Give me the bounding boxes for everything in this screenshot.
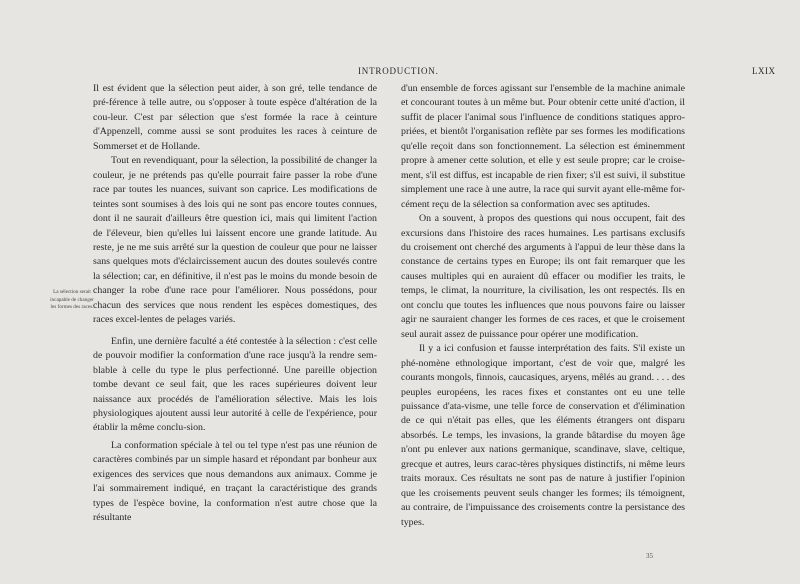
paragraph: Enfin, une dernière faculté a été contestée à la sélection : c'est celle de pouvoir modifier la conformation d'une race jusqu'à la rendre sem-blable à celle du type le plus perfectionné. Une pareille objection tombe devant ce seul fait, que les races supérieures doivent leur naissance aux procédés de l'amélioration sélective. Mais les lois physiologiques ajoutent aussi leur autorité à celle de l'expérience, pour établir la même conclu-sion. xyxy=(93,335,377,434)
page-number: LXIX xyxy=(752,66,776,76)
running-header-title: INTRODUCTION. xyxy=(358,66,439,76)
left-text-column xyxy=(93,82,377,526)
signature-mark: 35 xyxy=(646,552,653,560)
paragraph: Tout en revendiquant, pour la sélection, la possibilité de changer la couleur, je ne prétends pas qu'elle pourrait faire passer la robe d'une race par toutes les nuances, suivant son caprice. Les modifications de teintes sont soumises à des lois qui ne sont pas encore toutes connues, dont il ne saurait d'ailleurs être question ici, mais qui limitent l'action de l'éleveur, bien qu'elles lui laissent encore une grande latitude. Au reste, je ne me suis arrêté sur la question de couleur que pour ne laisser sans quelques mots d'éclaircissement aucun des doutes soulevés contre la sélection; car, en définitive, il n'est pas le moins du monde besoin de changer la robe d'une race pour l'améliorer. Nous possédons, pour chacun des services que nous rendent les espèces domestiques, des races excel-lentes de pelages variés. xyxy=(93,155,377,326)
right-text-column xyxy=(401,82,685,530)
paragraph: d'un ensemble de forces agissant sur l'ensemble de la machine animale et concourant toutes à un même but. Pour obtenir cette unité d'action, il suffit de placer l'animal sous l'influence de conditions statiques appro-priées, et bientôt l'organisation reflète par ses formes les modifications qu'elle reçoit dans son fonctionnement. La sélection est éminemment propre à amener cette solution, et elle y est seule propre; car le croise-ment, s'il est diffus, est incapable de rien fixer; s'il est suivi, il substitue simplement une race à une autre, la race qui survit ayant elle-même for-cément reçu de la sélection sa conformation avec ses aptitudes. xyxy=(401,83,685,210)
paragraph: Il est évident que la sélection peut aider, à son gré, telle tendance de pré-férence à telle autre, ou s'opposer à toute espèce d'altération de la cou-leur. C'est par sélection que s'est formée la race à ceinture d'Appenzell, comme aussi se sont produites les races à ceinture de Sommerset et de Hollande. xyxy=(93,83,377,152)
paragraph: On a souvent, à propos des questions qui nous occupent, fait des excursions dans l'histoire des races humaines. Les partisans exclusifs du croisement ont cherché des arguments à l'appui de leur thèse dans la constance de certains types en Europe; ils ont fait remarquer que les causes multiples qui en auraient dû effacer ou modifier les traits, le temps, le climat, la nourriture, la civilisation, les ont respectés. Ils en ont conclu que toutes les influences que nous pouvons faire ou laisser agir ne sauraient changer les formes de ces races, et que le croisement seul aurait assez de puissance pour opérer une modification. xyxy=(401,213,685,340)
paragraph: Il y a ici confusion et fausse interprétation des faits. S'il existe un phé-nomène ethnologique important, c'est de voir que, malgré les courants mongols, finnois, caucasiques, aryens, mêlés au grand. . . . des peuples européens, les races fixes et constantes ont eu une telle puissance d'ata-visme, une telle force de conservation et d'élimination de ce qui n'était pas elles, que les éléments étrangers ont disparu absorbés. Le temps, les invasions, la grande bâtardise du moyen âge n'ont pu enlever aux nations germanique, scandinave, slave, celtique, grecque et autres, leurs carac-tères physiques distinctifs, ni même leurs traits moraux. Ces résultats ne sont pas de nature à justifier l'opinion que les croisements peuvent seuls changer les formes; ils témoignent, au contraire, de l'impuissance des croisements contre la persistance des types. xyxy=(401,343,685,528)
paragraph: La conformation spéciale à tel ou tel type n'est pas une réunion de caractères combinés par un simple hasard et répondant par bonheur aux exigences des services que nous demandons aux animaux. Comme je l'ai sommairement indiqué, en traçant la caractéristique des grands types de l'espèce bovine, la conformation n'est autre chose que la résultante xyxy=(93,439,377,524)
margin-note: La sélection serait incapable de changer les formes des races. xyxy=(50,289,94,310)
